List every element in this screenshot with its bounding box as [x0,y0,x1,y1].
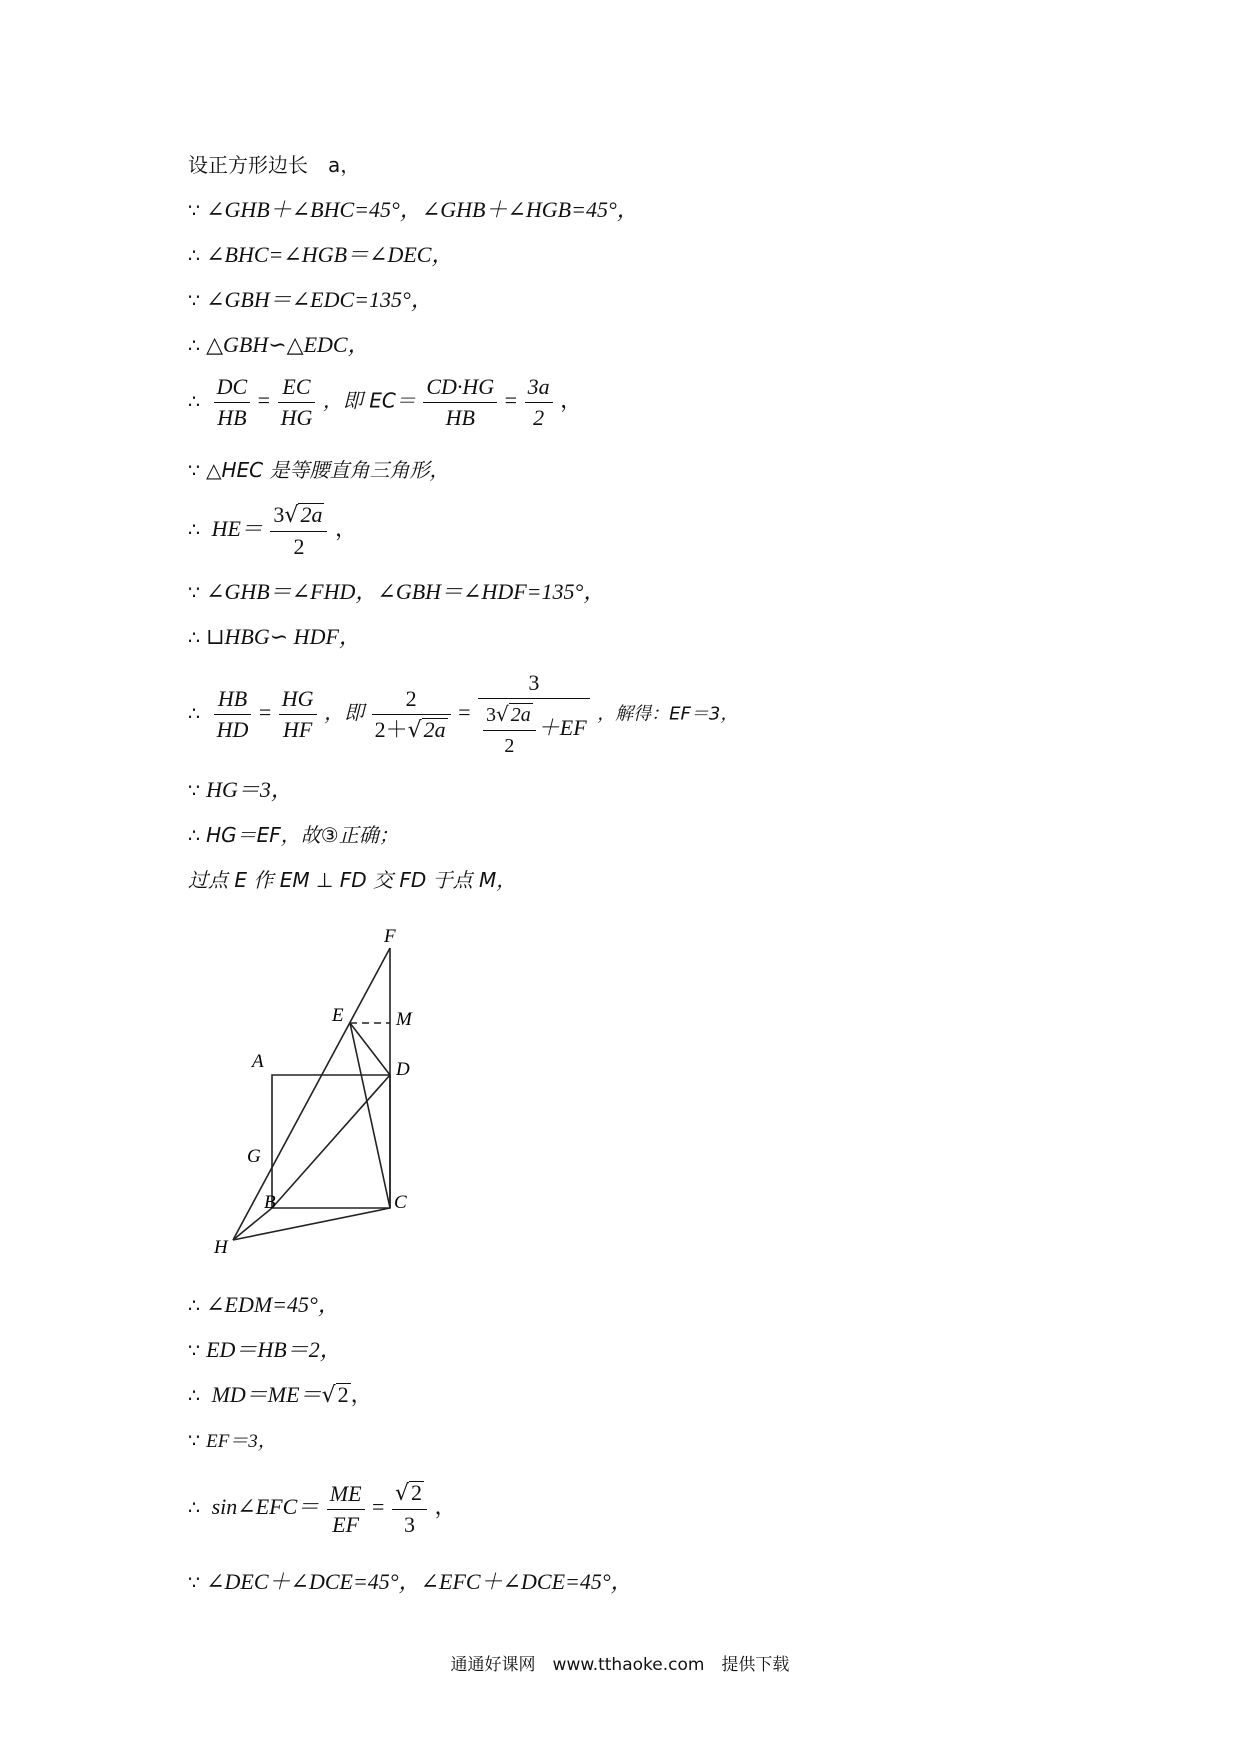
line-bd [272,1075,390,1208]
page-footer: 通通好课网 www.tthaoke.com 提供下载 [450,1655,790,1675]
line-7: ∵ △HEC 是等腰直角三角形， [188,458,450,482]
label-m: M [396,1009,412,1030]
label-d: D [396,1059,410,1080]
line-5: ∴ △GBH∽△EDC， [188,332,370,357]
label-h: H [214,1237,228,1258]
fraction-ec-hg: $\frac{EC}{HG}$ [278,372,316,433]
line-17: ∴ MD＝ME＝√2， [188,1382,373,1408]
fraction-root2-3: $\frac{√2}{3}$ [392,1478,427,1540]
fraction-me-ef: $\frac{ME}{EF}$ [327,1479,365,1540]
line-8: ∴ HE＝ $\frac{3√2a}{2}$ ， [188,500,357,562]
line-1: 设正方形边长 a， [188,153,361,177]
line-6: ∴ $\frac{DC}{HB}$ = $\frac{EC}{HG}$ ，即 EC＝ $\frac{CD\cdot HG}{HB}$ = $\frac{3a}{2}$ ， [188,372,582,433]
line-fh [233,948,390,1240]
line-3: ∴ ∠BHC=∠HGB＝∠DEC， [188,242,454,267]
line-12: ∵ HG＝3， [188,777,293,802]
line-14: 过点 E 作 EM ⊥ FD 交 FD 于点 M， [188,868,517,892]
line-9: ∵ ∠GHB＝∠FHD，∠GBH＝∠HDF=135°， [188,579,606,604]
line-16: ∵ ED＝HB＝2， [188,1337,342,1362]
line-2: ∵ ∠GHB＋∠BHC=45°，∠GHB＋∠HGB=45°， [188,197,639,222]
fraction-he: $\frac{3√2a}{2}$ [270,500,327,562]
line-15: ∴ ∠EDM=45°， [188,1292,340,1317]
line-19: ∴ sin∠EFC＝ $\frac{ME}{EF}$ = $\frac{√2}{3}$ ， [188,1478,457,1540]
fraction-hb-hd: $\frac{HB}{HD}$ [214,684,252,745]
fraction-hg-hf: $\frac{HG}{HF}$ [279,684,317,745]
fraction-2-over: $\frac{2}{2+√2a}$ [372,684,451,746]
label-f: F [384,926,396,947]
fraction-3a-2: $\frac{3a}{2}$ [525,372,553,433]
line-20: ∵ ∠DEC＋∠DCE=45°，∠EFC＋∠DCE=45°， [188,1569,633,1594]
fraction-cdhg-hb: $\frac{CD\cdot HG}{HB}$ [423,372,497,433]
fraction-3-over: 3 $\frac{3√ 2a}{2}$ ＋EF [478,668,590,761]
line-10: ∴ ⊔HBG∽ HDF， [188,624,361,649]
line-4: ∵ ∠GBH＝∠EDC=135°， [188,287,433,312]
line-18: ∵ EF＝3， [188,1430,277,1452]
fraction-dc-hb: $\frac{DC}{HB}$ [214,372,251,433]
label-a: A [252,1051,264,1072]
label-g: G [247,1146,261,1167]
label-e: E [332,1005,344,1026]
line-11: ∴ $\frac{HB}{HD}$ = $\frac{HG}{HF}$ ，即 $\frac{2}{2+√2a}$ = 3 $\frac{3√ 2a}{2}$ ＋EF ，解得：EF＝3， [188,668,738,761]
label-b: B [264,1192,276,1213]
label-c: C [394,1192,407,1213]
line-ec [350,1023,390,1208]
geometry-figure [200,925,430,1265]
line-hc [233,1208,390,1240]
line-13: ∴ HG＝EF，故③正确； [188,823,399,847]
